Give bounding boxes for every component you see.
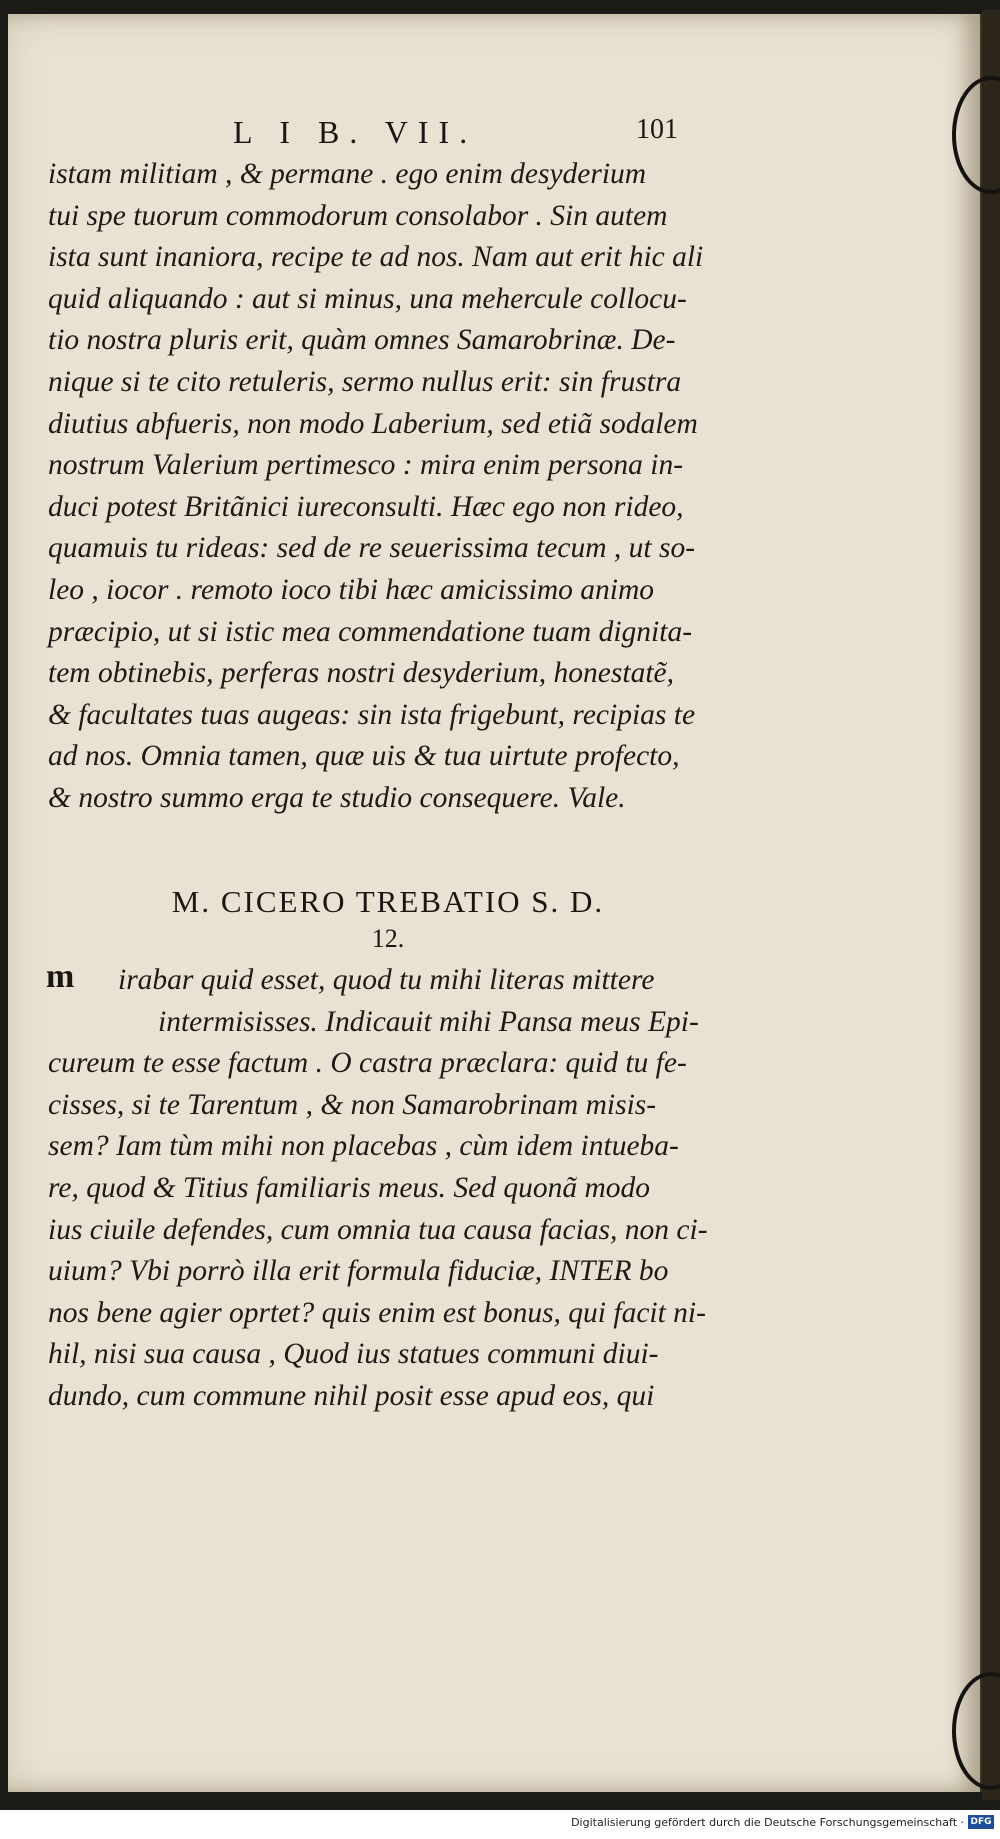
book-page xyxy=(8,14,990,1792)
text-line: tui spe tuorum commodorum consolabor . Sin autem xyxy=(48,199,668,232)
body-text xyxy=(48,154,748,820)
page-header xyxy=(8,114,980,154)
text-line: istam militiam , & permane . ego enim desyderium xyxy=(48,158,647,190)
book-spine xyxy=(982,10,1000,1800)
text-line: quid aliquando : aut si minus, una mehercule collocu- xyxy=(48,282,687,315)
text-line: ad nos. Omnia tamen, quæ uis & tua uirtute profecto, xyxy=(48,740,680,773)
text-line: ista sunt inaniora, recipe te ad nos. Nam aut erit hic ali xyxy=(48,241,704,274)
text-line: uium? Vbi porrò illa erit formula fiduciæ, INTER bo xyxy=(48,1255,669,1288)
text-line: sem? Iam tùm mihi non placebas , cùm idem intueba- xyxy=(48,1130,679,1163)
text-line: duci potest Britãnici iureconsulti. Hæc ego non rideo, xyxy=(48,490,684,523)
text-line: præcipio, ut si istic mea commendatione tuam dignita- xyxy=(48,615,693,648)
footer-bar xyxy=(0,1810,1000,1839)
text-line: tio nostra pluris erit, quàm omnes Samarobrinæ. De- xyxy=(48,324,676,357)
initial-letter: m xyxy=(46,958,75,995)
text-line: leo , iocor . remoto ioco tibi hæc amicissimo animo xyxy=(48,573,655,606)
page-number: 101 xyxy=(636,114,678,145)
text-line: nos bene agier oprtet? quis enim est bonus, qui facit ni- xyxy=(48,1296,706,1329)
text-line: tem obtinebis, perferas nostri desyderium, honestatẽ, xyxy=(48,657,674,690)
text-line: re, quod & Titius familiaris meus. Sed quonã modo xyxy=(48,1171,651,1204)
text-line: cureum te esse factum . O castra præclara: quid tu fe- xyxy=(48,1047,687,1080)
text-line: & facultates tuas augeas: sin ista frigebunt, recipias te xyxy=(48,698,696,731)
text-line: cisses, si te Tarentum , & non Samarobrinam misis- xyxy=(48,1088,657,1121)
text-line: diutius abfueris, non modo Laberium, sed etiã sodalem xyxy=(48,407,698,440)
letter-number: 12. xyxy=(371,924,405,953)
text-line: irabar quid esset, quod tu mihi literas mittere xyxy=(118,964,655,996)
text-line: intermisisses. Indicauit mihi Pansa meus Epi- xyxy=(158,1005,699,1038)
text-line: nostrum Valerium pertimesco : mira enim persona in- xyxy=(48,449,684,482)
text-line: hil, nisi sua causa , Quod ius statues communi diui- xyxy=(48,1338,659,1371)
text-line: & nostro summo erga te studio consequere. Vale. xyxy=(48,781,626,814)
text-line: nique si te cito retuleris, sermo nullus erit: sin frustra xyxy=(48,365,682,398)
digitization-credit: Digitalisierung gefördert durch die Deutsche Forschungsgemeinschaft · xyxy=(571,1816,964,1829)
text-line: ius ciuile defendes, cum omnia tua causa facias, non ci- xyxy=(48,1213,708,1246)
letter-title: M. CICERO TREBATIO S. D. xyxy=(171,884,605,919)
running-head: L I B. VII. xyxy=(233,114,478,150)
letter-text xyxy=(48,960,748,1418)
text-line: dundo, cum commune nihil posit esse apud eos, qui xyxy=(48,1379,655,1412)
text-line: quamuis tu rideas: sed de re seuerissima tecum , ut so- xyxy=(48,532,696,565)
dfg-logo-icon: DFG xyxy=(968,1815,994,1829)
